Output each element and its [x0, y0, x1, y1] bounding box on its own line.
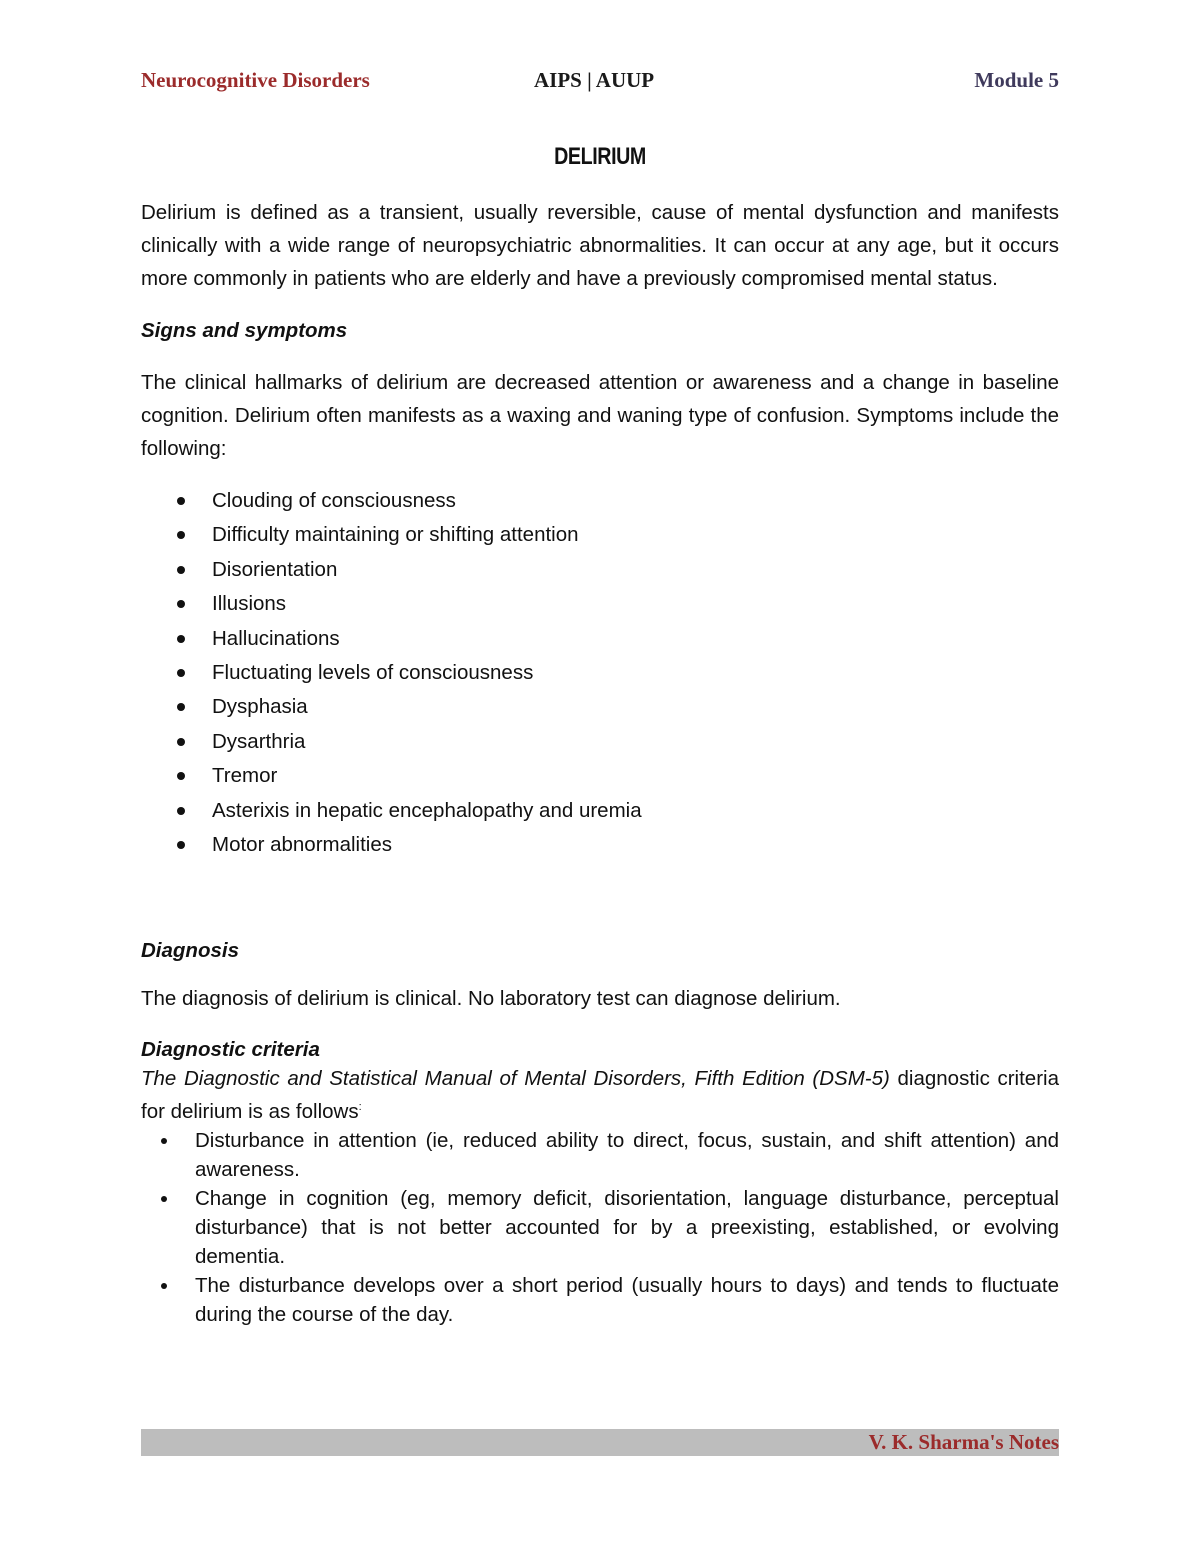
criteria-heading: Diagnostic criteria [141, 1038, 320, 1062]
list-item [141, 656, 1059, 690]
intro-paragraph: Delirium is defined as a transient, usually reversible, cause of mental dysfunction and manifests clinically with a wide range of neuropsychiatric abnormalities. It can occur at any age, but it occurs more commonly in patients who are elderly and have a previously compromised mental status. [141, 201, 1059, 290]
list-item [141, 553, 1059, 587]
page-header [141, 68, 1059, 98]
list-item-text: Clouding of consciousness [212, 489, 456, 512]
bullet-icon [161, 1283, 167, 1289]
criteria-intro-mark: : [358, 1101, 362, 1114]
list-item [141, 690, 1059, 724]
list-item [141, 1126, 1059, 1184]
signs-paragraph: The clinical hallmarks of delirium are decreased attention or awareness and a change in baseline cognition. Delirium often manifests as a waxing and waning type of confusion. Symptoms include the following: [141, 371, 1059, 460]
list-item [141, 759, 1059, 793]
list-item-text: Dysarthria [212, 729, 306, 753]
list-item [141, 484, 1059, 518]
list-item-text: Asterixis in hepatic encephalopathy and uremia [212, 798, 642, 822]
list-item-text: Illusions [212, 592, 287, 616]
header-module: Module 5 [974, 68, 1059, 92]
list-item [141, 794, 1059, 828]
symptoms-list [141, 484, 1059, 862]
list-item-text: Disorientation [212, 557, 338, 581]
bullet-icon [177, 600, 185, 608]
list-item-text: Change in cognition (eg, memory deficit, disorientation, language disturbance, perceptual disturbance) that is not better accounted for by a preexisting, established, or evolving dementia. [195, 1187, 1059, 1269]
list-item-text: The disturbance develops over a short period (usually hours to days) and tends to fluctuate during the course of the day. [195, 1274, 1059, 1327]
criteria-intro-text: diagnostic criteria for delirium is as follows [141, 1067, 1059, 1124]
list-item-text: Difficulty maintaining or shifting attention [212, 523, 579, 547]
list-item-text: Hallucinations [212, 626, 340, 650]
criteria-intro [141, 1064, 1059, 1126]
page-title: DELIRIUM [554, 143, 646, 170]
list-item-text: Dysphasia [212, 695, 308, 719]
header-course-title: Neurocognitive Disorders [141, 68, 370, 92]
list-item [141, 518, 1059, 552]
list-item [141, 725, 1059, 759]
bullet-icon [177, 669, 185, 677]
bullet-icon [177, 841, 185, 849]
footer-author-notes: V. K. Sharma's Notes [868, 1430, 1059, 1454]
list-item [141, 828, 1059, 862]
list-item-text: Disturbance in attention (ie, reduced ability to direct, focus, sustain, and shift attention) and awareness. [195, 1129, 1059, 1182]
bullet-icon [161, 1196, 167, 1202]
bullet-icon [177, 703, 185, 711]
page-footer [141, 1429, 1059, 1456]
header-institution: AIPS | AUUP [534, 68, 655, 92]
list-item-text: Motor abnormalities [212, 833, 393, 857]
bullet-icon [161, 1138, 167, 1144]
bullet-icon [177, 807, 185, 815]
list-item [141, 587, 1059, 621]
bullet-icon [177, 635, 185, 643]
document-body [141, 196, 1059, 1329]
bullet-icon [177, 738, 185, 746]
bullet-icon [177, 772, 185, 780]
signs-heading: Signs and symptoms [141, 319, 348, 342]
diagnosis-heading: Diagnosis [141, 939, 239, 963]
diagnosis-paragraph: The diagnosis of delirium is clinical. No laboratory test can diagnose delirium. [141, 987, 841, 1011]
list-item-text: Fluctuating levels of consciousness [212, 661, 534, 685]
dsm-title: The Diagnostic and Statistical Manual of Mental Disorders, Fifth Edition (DSM-5) [141, 1067, 890, 1091]
list-item [141, 1184, 1059, 1271]
bullet-icon [177, 497, 185, 505]
bullet-icon [177, 531, 185, 539]
list-item [141, 622, 1059, 656]
criteria-list [141, 1126, 1059, 1329]
list-item-text: Tremor [212, 764, 278, 788]
bullet-icon [177, 566, 185, 574]
list-item [141, 1271, 1059, 1329]
